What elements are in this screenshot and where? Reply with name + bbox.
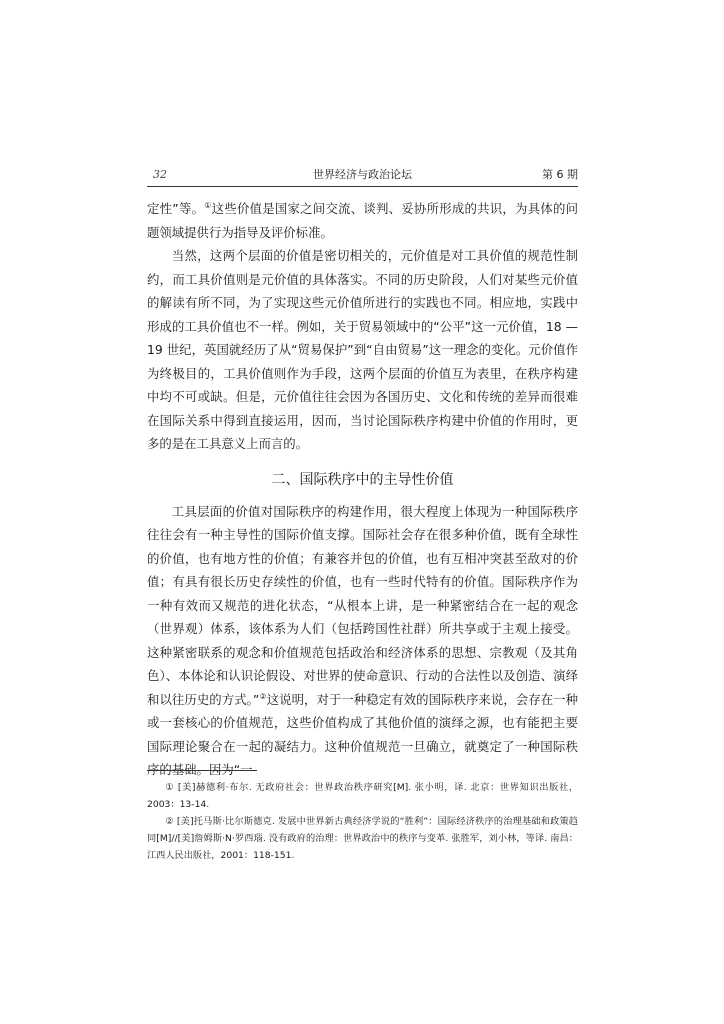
page-number: 32 (153, 168, 167, 181)
section-heading: 二、国际秩序中的主导性价值 (271, 471, 454, 488)
article-body (147, 197, 578, 782)
footnote: ② [美]托马斯·比尔斯德克. 发展中世界新古典经济学说的“胜利”：国际经济秩序的治理基础和政策趋同[M]//[美]詹姆斯·N·罗西瑙. 没有政府的治理：世界政治中的秩序与变革. 张胜军，刘小林，等译. 南昌：江西人民出版社，2001：118-151. (147, 816, 578, 861)
journal-title: 世界经济与政治论坛 (313, 168, 412, 181)
paragraph: 当然，这两个层面的价值是密切相关的，元价值是对工具价值的规范性制约，而工具价值则是元价值的具体落实。不同的历史阶段，人们对某些元价值的解读有所不同，为了实现这些元价值所进行的实践也不同。相应地，实践中形成的工具价值也不一样。例如，关于贸易领域中的“公平”这一元价值，18 — 19 世纪，英国就经历了从“贸易保护”到“自由贸易”这一理念的变化。元价值作为终极目的，工具价值则作为手段，这两个层面的价值互为表里，在秩序构建中均不可或缺。但是，元价值往往会因为各国历史、文化和传统的差异而很难在国际关系中得到直接运用，因而，当讨论国际秩序构建中价值的作用时，更多的是在工具意义上而言的。 (147, 248, 578, 451)
footnote-divider (147, 770, 257, 771)
paragraph: 工具层面的价值对国际秩序的构建作用，很大程度上体现为一种国际秩序往往会有一种主导性的国际价值支撑。国际社会存在很多种价值，既有全球性的价值，也有地方性的价值；有兼容并包的价值，也有互相冲突甚至敌对的价值；有具有很长历史存续性的价值，也有一些时代特有的价值。国际秩序作为一种有效而又规范的进化状态，“从根本上讲，是一种紧密结合在一起的观念（世界观）体系，该体系为人们（包括跨国性社群）所共享或于主观上接受。这种紧密联系的观念和价值规范包括政治和经济体系的思想、宗教观（及其角色）、本体论和认识论假设、对世界的使命意识、行动的合法性以及创造、演绎和以往历史的方式。”②这说明，对于一种稳定有效的国际秩序来说，会存在一种或一套核心的价值规范，这些价值构成了其他价值的演绎之源，也有能把主要国际理论聚合在一起的凝结力。这种价值规范一旦确立，就奠定了一种国际秩序的基础。因为“一 (147, 503, 579, 777)
issue-number: 第 6 期 (542, 168, 578, 181)
paragraph: 定性”等。①这些价值是国家之间交流、谈判、妥协所形成的共识，为具体的问题领域提供行为指导及评价标准。 (147, 201, 579, 240)
running-header (147, 164, 578, 187)
footnote-marker: ② (259, 691, 267, 701)
footnote-marker: ① (204, 201, 212, 210)
footnotes (147, 770, 578, 864)
footnote: ① [美]赫德利·布尔. 无政府社会：世界政治秩序研究[M]. 张小明，译. 北京：世界知识出版社，2003：13-14. (147, 782, 578, 810)
